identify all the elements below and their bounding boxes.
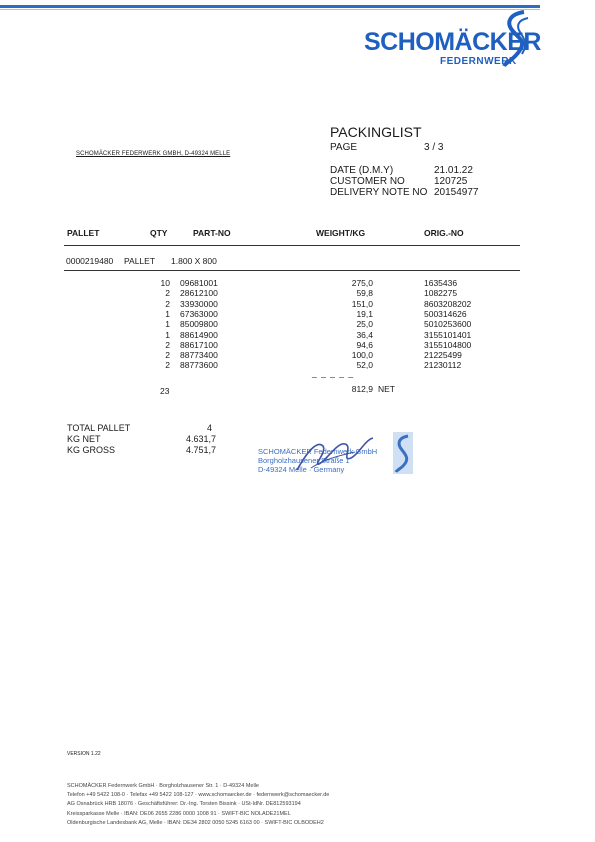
total-dashes: _ _ _ _ _ bbox=[312, 368, 355, 378]
sender-address: SCHOMÄCKER FEDERWERK GMBH, D-49324 MELLE bbox=[76, 151, 231, 157]
summary-value-kg-gross: 4.751,7 bbox=[185, 445, 216, 455]
total-weight-unit: NET bbox=[378, 384, 395, 394]
table-cell-qty: 10 bbox=[160, 278, 170, 288]
table-cell-part: 88773600 bbox=[180, 360, 218, 371]
version-label: VERSION 1.22 bbox=[67, 751, 101, 757]
summary-label-kg-net: KG NET bbox=[67, 434, 101, 444]
table-cell-part: 09681001 bbox=[180, 278, 218, 288]
table-cell-weight: 100,0 bbox=[351, 350, 373, 361]
meta-value-customer: 120725 bbox=[434, 176, 468, 187]
signature-icon bbox=[293, 432, 378, 477]
pallet-id: 0000219480 bbox=[66, 256, 114, 266]
meta-value-delivery-note: 20154977 bbox=[434, 187, 479, 198]
table-cell-qty: 2 bbox=[165, 360, 170, 371]
table-cell-qty: 2 bbox=[165, 298, 170, 309]
table-cell-qty: 2 bbox=[165, 288, 170, 299]
table-cell-qty: 2 bbox=[165, 350, 170, 361]
table-cell-orig: 500314626 bbox=[424, 308, 467, 319]
meta-label-date: DATE (D.M.Y) bbox=[330, 165, 394, 176]
header-qty: QTY bbox=[150, 228, 168, 238]
header-divider bbox=[64, 245, 520, 246]
footer-line-4: Kreissparkasse Melle · IBAN: DE06 2655 2286 0000 1008 91 · SWIFT-BIC NOLADE21MEL bbox=[67, 811, 291, 817]
table-cell-orig: 8603208202 bbox=[424, 298, 472, 309]
meta-value-page: 3 / 3 bbox=[424, 142, 444, 153]
table-cell-part: 88773400 bbox=[180, 350, 218, 361]
footer-line-5: Oldenburgische Landesbank AG, Melle · IBAN: DE34 2802 0050 5245 6163 00 · SWIFT-BIC OLBODEH2 bbox=[67, 820, 324, 826]
table-cell-orig: 21225499 bbox=[424, 350, 462, 361]
table-cell-part: 33930000 bbox=[180, 298, 218, 309]
summary-label-total-pallet: TOTAL PALLET bbox=[67, 423, 131, 433]
footer-line-3: AG Osnabrück HRB 18076 · Geschäftsführer: Dr.-Ing. Torsten Bissink · USt-IdNr. DE812593194 bbox=[67, 801, 301, 807]
table-cell-weight: 59,8 bbox=[356, 288, 373, 299]
total-qty: 23 bbox=[160, 386, 170, 396]
table-cell-part: 88617100 bbox=[180, 339, 218, 350]
stamp-logo-icon bbox=[393, 432, 413, 474]
top-blue-bar bbox=[0, 5, 540, 8]
top-blue-bar-thin bbox=[0, 9, 540, 10]
table-cell-qty: 1 bbox=[165, 329, 170, 340]
meta-label-customer: CUSTOMER NO bbox=[330, 176, 405, 187]
stamp-line-1: SCHOMÄCKER Federnwerk GmbH bbox=[258, 447, 378, 456]
table-cell-weight: 36,4 bbox=[356, 329, 373, 340]
table-cell-orig: 3155104800 bbox=[424, 339, 472, 350]
summary-label-kg-gross: KG GROSS bbox=[67, 445, 116, 455]
stamp-line-2: Borgholzhausener Straße 1 bbox=[258, 456, 350, 465]
total-weight: 812,9 bbox=[351, 384, 373, 394]
table-cell-qty: 2 bbox=[165, 339, 170, 350]
table-cell-part: 88614900 bbox=[180, 329, 218, 340]
table-cell-weight: 25,0 bbox=[356, 319, 373, 330]
company-logo-text: SCHOMÄCKER bbox=[364, 28, 541, 56]
document-title: PACKINGLIST bbox=[330, 124, 422, 140]
table-cell-weight: 275,0 bbox=[351, 278, 373, 288]
table-cell-orig: 21230112 bbox=[424, 360, 462, 371]
header-pallet: PALLET bbox=[67, 228, 100, 238]
table-cell-weight: 19,1 bbox=[356, 308, 373, 319]
stamp-line-3: D-49324 Melle · Germany bbox=[258, 465, 345, 474]
table-cell-weight: 52,0 bbox=[356, 360, 373, 371]
header-part-no: PART-NO bbox=[193, 228, 231, 238]
table-cell-weight: 151,0 bbox=[351, 298, 373, 309]
meta-value-date: 21.01.22 bbox=[434, 165, 473, 176]
footer-line-2: Telefon +49 5422 108-0 · Telefax +49 5422 108-127 · www.schomaecker.de · federnwerk@schomaecker.de bbox=[67, 792, 330, 798]
spring-logo-icon bbox=[500, 8, 532, 70]
header-weight: WEIGHT/KG bbox=[316, 228, 366, 238]
table-cell-part: 85009800 bbox=[180, 319, 218, 330]
company-logo-subtext: FEDERNWERK bbox=[440, 56, 517, 67]
summary-value-total-pallet: 4 bbox=[206, 423, 212, 433]
table-cell-orig: 3155101401 bbox=[424, 329, 472, 340]
footer-line-1: SCHOMÄCKER Federnwerk GmbH · Borgholzhausener Str. 1 · D-49324 Melle bbox=[67, 783, 259, 789]
table-cell-part: 28612100 bbox=[180, 288, 218, 299]
meta-label-delivery-note: DELIVERY NOTE NO bbox=[330, 187, 428, 198]
pallet-label: PALLET bbox=[124, 256, 156, 266]
table-cell-part: 67363000 bbox=[180, 308, 218, 319]
pallet-size: 1.800 X 800 bbox=[171, 256, 217, 266]
header-orig-no: ORIG.-NO bbox=[424, 228, 464, 238]
pallet-divider bbox=[64, 270, 520, 271]
summary-value-kg-net: 4.631,7 bbox=[185, 434, 216, 444]
table-cell-qty: 1 bbox=[165, 319, 170, 330]
meta-label-page: PAGE bbox=[330, 142, 358, 153]
table-cell-weight: 94,6 bbox=[356, 339, 373, 350]
table-cell-orig: 1635436 bbox=[424, 278, 458, 288]
table-cell-orig: 5010253600 bbox=[424, 319, 472, 330]
table-cell-qty: 1 bbox=[165, 308, 170, 319]
table-cell-orig: 1082275 bbox=[424, 288, 458, 299]
